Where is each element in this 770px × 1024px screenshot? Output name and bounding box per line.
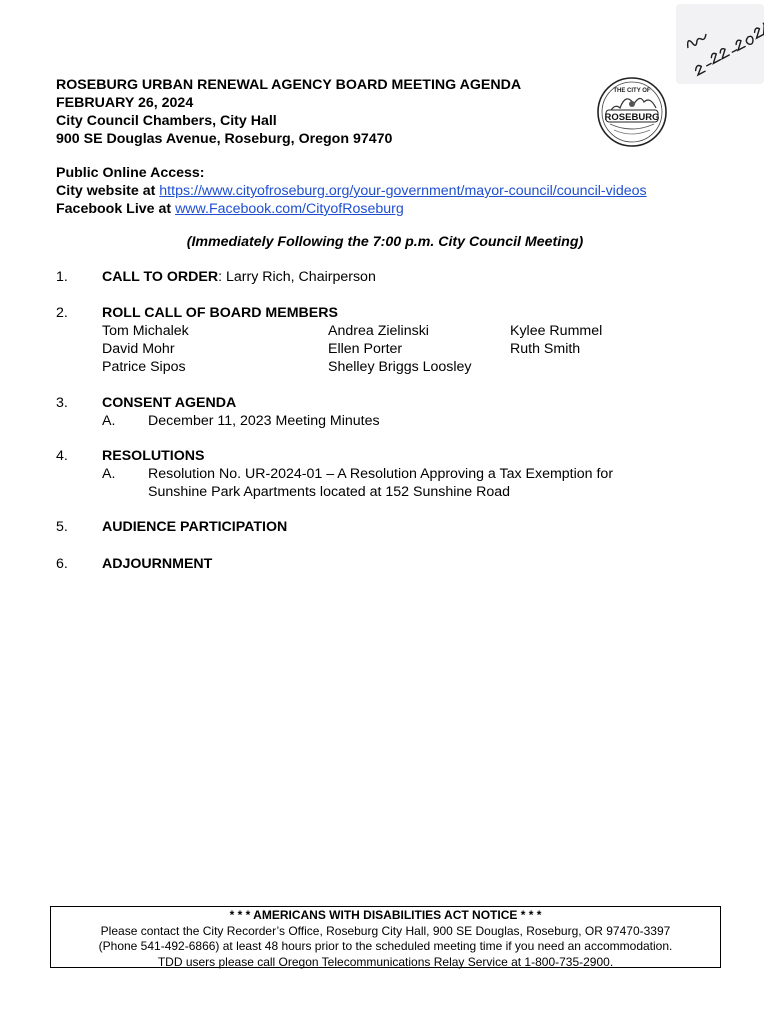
ada-notice-box [50, 906, 721, 968]
item-number: 4. [56, 448, 68, 464]
board-member: Tom Michalek [102, 323, 189, 339]
city-seal-icon [596, 76, 668, 148]
item-title: ADJOURNMENT [102, 556, 213, 572]
meeting-date: FEBRUARY 26, 2024 [56, 95, 194, 111]
item-title: CALL TO ORDER [102, 269, 219, 285]
sub-item-text-cont: Sunshine Park Apartments located at 152 Sunshine Road [148, 484, 511, 500]
city-seal-logo [596, 76, 668, 148]
ada-notice-line: TDD users please call Oregon Telecommunications Relay Service at 1-800-735-2900. [157, 954, 614, 969]
board-member: Shelley Briggs Loosley [328, 359, 472, 375]
item-number: 6. [56, 556, 68, 572]
item-title: RESOLUTIONS [102, 448, 205, 464]
facebook-label: Facebook Live at [56, 201, 176, 217]
item-detail: : Larry Rich, Chairperson [218, 269, 376, 285]
item-title: CONSENT AGENDA [102, 395, 237, 411]
board-member: Patrice Sipos [102, 359, 186, 375]
sub-item-text: December 11, 2023 Meeting Minutes [148, 413, 380, 429]
access-title: Public Online Access: [56, 165, 205, 181]
board-member: Kylee Rummel [510, 323, 603, 339]
following-note: (Immediately Following the 7:00 p.m. City Council Meeting) [186, 234, 584, 250]
sub-item-letter: A. [102, 413, 116, 429]
public-online-access [56, 164, 647, 218]
board-member: Ellen Porter [328, 341, 403, 357]
handwritten-signature-icon [676, 4, 764, 84]
sub-item-text: Resolution No. UR-2024-01 – A Resolution Approving a Tax Exemption for [148, 466, 614, 482]
item-number: 3. [56, 395, 68, 411]
board-member: Andrea Zielinski [328, 323, 429, 339]
board-member: Ruth Smith [510, 341, 581, 357]
seal-top-text: THE CITY OF [613, 88, 651, 94]
item-number: 1. [56, 269, 68, 285]
item-number: 5. [56, 519, 68, 535]
item-title: ROLL CALL OF BOARD MEMBERS [102, 305, 338, 321]
website-label: City website at [56, 183, 160, 199]
ada-notice-line: (Phone 541-492-6866) at least 48 hours prior to the scheduled meeting time if you need an accommodation. [98, 939, 673, 954]
item-number: 2. [56, 305, 68, 321]
agenda-header [56, 76, 521, 148]
board-member: David Mohr [102, 341, 175, 357]
meeting-location: City Council Chambers, City Hall [56, 113, 277, 129]
ada-notice-title: * * * AMERICANS WITH DISABILITIES ACT NOTICE * * * [229, 908, 542, 922]
item-title: AUDIENCE PARTICIPATION [102, 519, 288, 535]
facebook-live-link[interactable]: www.Facebook.com/CityofRoseburg [175, 201, 404, 217]
sub-item-letter: A. [102, 466, 116, 482]
seal-name: ROSEBURG [604, 112, 660, 123]
handwritten-date-stamp [676, 4, 764, 84]
agenda-title: ROSEBURG URBAN RENEWAL AGENCY BOARD MEETING AGENDA [56, 77, 522, 93]
ada-notice-line: Please contact the City Recorder’s Office, Roseburg City Hall, 900 SE Douglas, Roseburg, OR 97470-3397 [100, 923, 671, 938]
meeting-address: 900 SE Douglas Avenue, Roseburg, Oregon 97470 [56, 131, 393, 147]
council-videos-link[interactable]: https://www.cityofroseburg.org/your-government/mayor-council/council-videos [159, 183, 647, 199]
